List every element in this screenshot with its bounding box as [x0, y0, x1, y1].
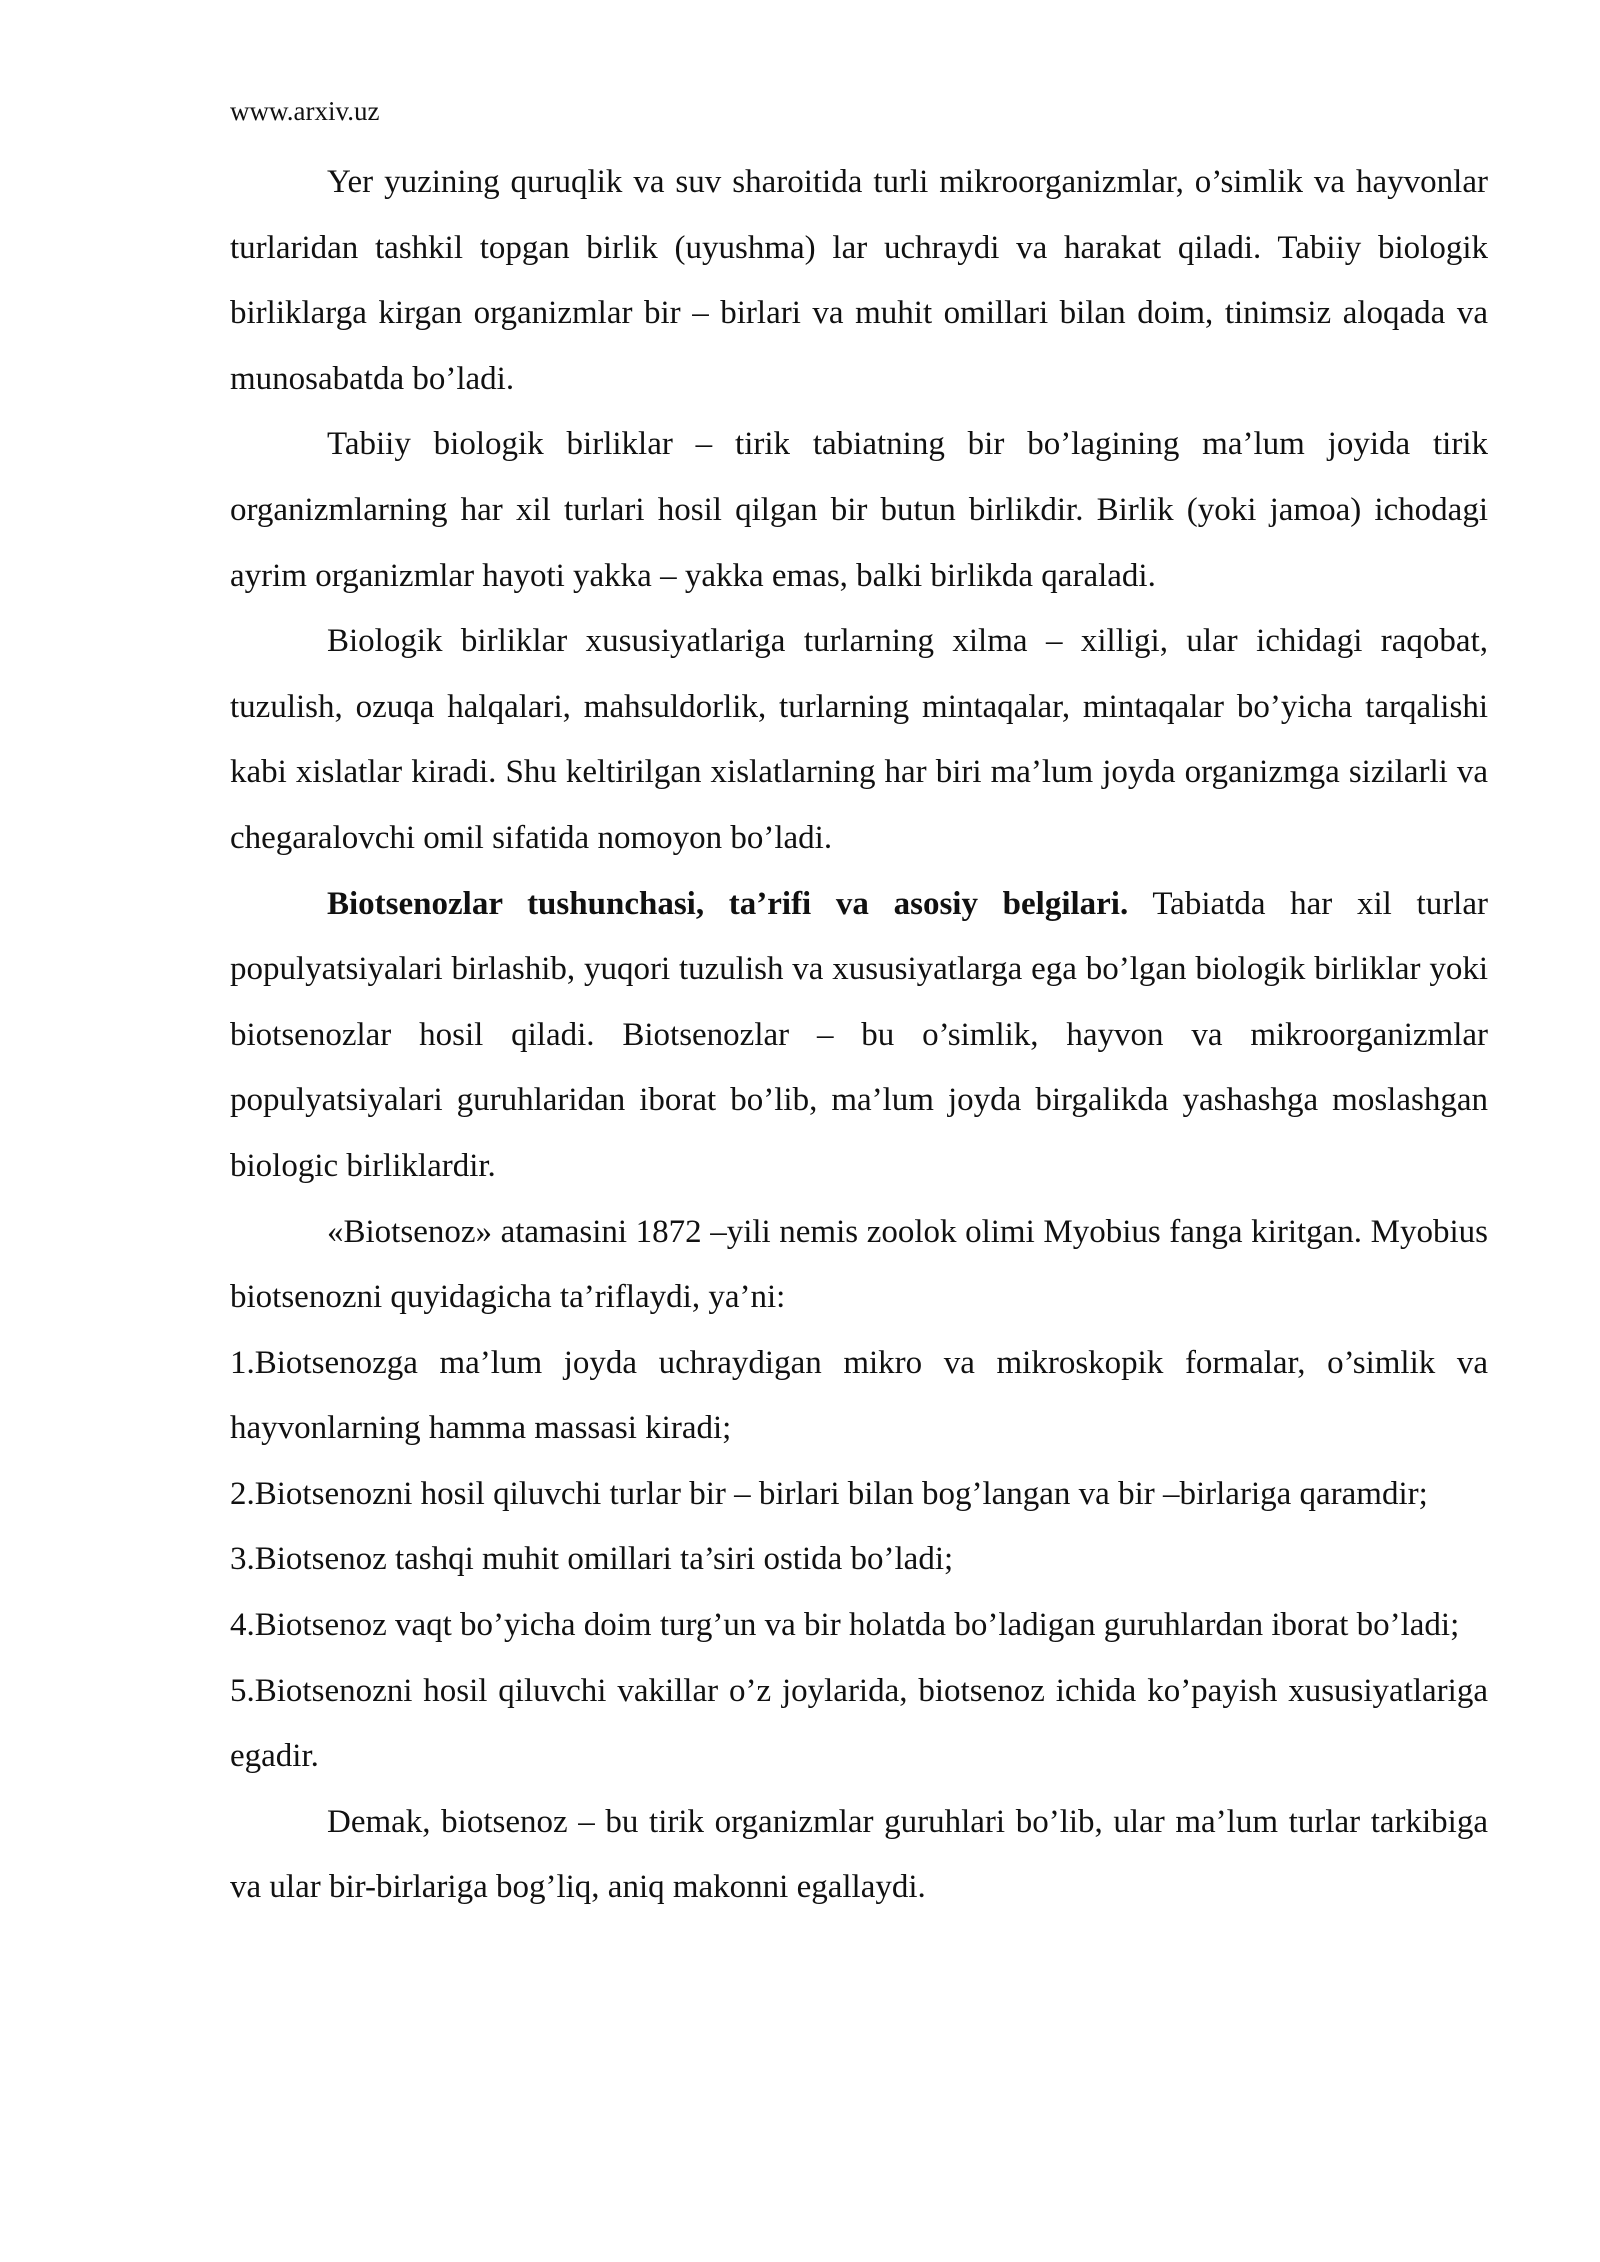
paragraph-term-origin: «Biotsenoz» atamasini 1872 –yili nemis zoolok olimi Myobius fanga kiritgan. Myobius biotsenozni quyidagicha ta’riflaydi, ya’ni: [230, 1213, 1488, 1316]
paragraph-biocenosis-definition [230, 872, 1488, 1200]
site-header: www.arxiv.uz [230, 96, 380, 126]
paragraph-intro: Yer yuzining quruqlik va suv sharoitida turli mikroorganizmlar, o’simlik va hayvonlar turlaridan tashkil topgan birlik (uyushma) lar uchraydi va harakat qiladi. Tabiiy biologik birliklarga kirgan organizmlar bir – birlari va muhit omillari bilan doim, tinimsiz aloqada va munosabatda bo’ladi. [230, 164, 1488, 397]
paragraph-biocenosis-text: Tabiatda har xil turlar populyatsiyalari birlashib, yuqori tuzulish va xususiyatlarga ega bo’lgan biologik birliklar yoki biotsenozlar hosil qiladi. Biotsenozlar – bu o’simlik, hayvon va mikroorganizmlar populyatsiyalari guruhlaridan iborat bo’lib, ma’lum joyda birgalikda yashashga moslashgan biologic birliklardir. [230, 885, 1488, 1184]
list-item: 5.Biotsenozni hosil qiluvchi vakillar o’z joylarida, biotsenoz ichida ko’payish xususiyatlariga egadir. [230, 1672, 1488, 1775]
paragraph-conclusion: Demak, biotsenoz – bu tirik organizmlar guruhlari bo’lib, ular ma’lum turlar tarkibiga va ular bir-birlariga bog’liq, aniq makonni egallaydi. [230, 1803, 1488, 1906]
list-item: 4.Biotsenoz vaqt bo’yicha doim turg’un va bir holatda bo’ladigan guruhlardan iborat bo’ladi; [230, 1607, 1460, 1644]
paragraph-natural-communities: Tabiiy biologik birliklar – tirik tabiatning bir bo’lagining ma’lum joyida tirik organizmlarning har xil turlari hosil qilgan bir butun birlikdir. Birlik (yoki jamoa) ichodagi ayrim organizmlar hayoti yakka – yakka emas, balki birlikda qaraladi. [230, 426, 1488, 594]
section-heading: Biotsenozlar tushunchasi, ta’rifi va asosiy belgilari. [327, 885, 1129, 922]
list-item: 3.Biotsenoz tashqi muhit omillari ta’siri ostida bo’ladi; [230, 1541, 954, 1578]
list-item: 1.Biotsenozga ma’lum joyda uchraydigan mikro va mikroskopik formalar, o’simlik va hayvonlarning hamma massasi kiradi; [230, 1344, 1488, 1447]
paragraph-community-properties: Biologik birliklar xususiyatlariga turlarning xilma – xilligi, ular ichidagi raqobat, tuzulish, ozuqa halqalari, mahsuldorlik, turlarning mintaqalar, mintaqalar bo’yicha tarqalishi kabi xislatlar kiradi. Shu keltirilgan xislatlarning har biri ma’lum joyda organizmga sizilarli va chegaralovchi omil sifatida nomoyon bo’ladi. [230, 623, 1488, 856]
list-item: 2.Biotsenozni hosil qiluvchi turlar bir – birlari bilan bog’langan va bir –birlariga qaramdir; [230, 1475, 1428, 1512]
document-body [230, 150, 1488, 1921]
